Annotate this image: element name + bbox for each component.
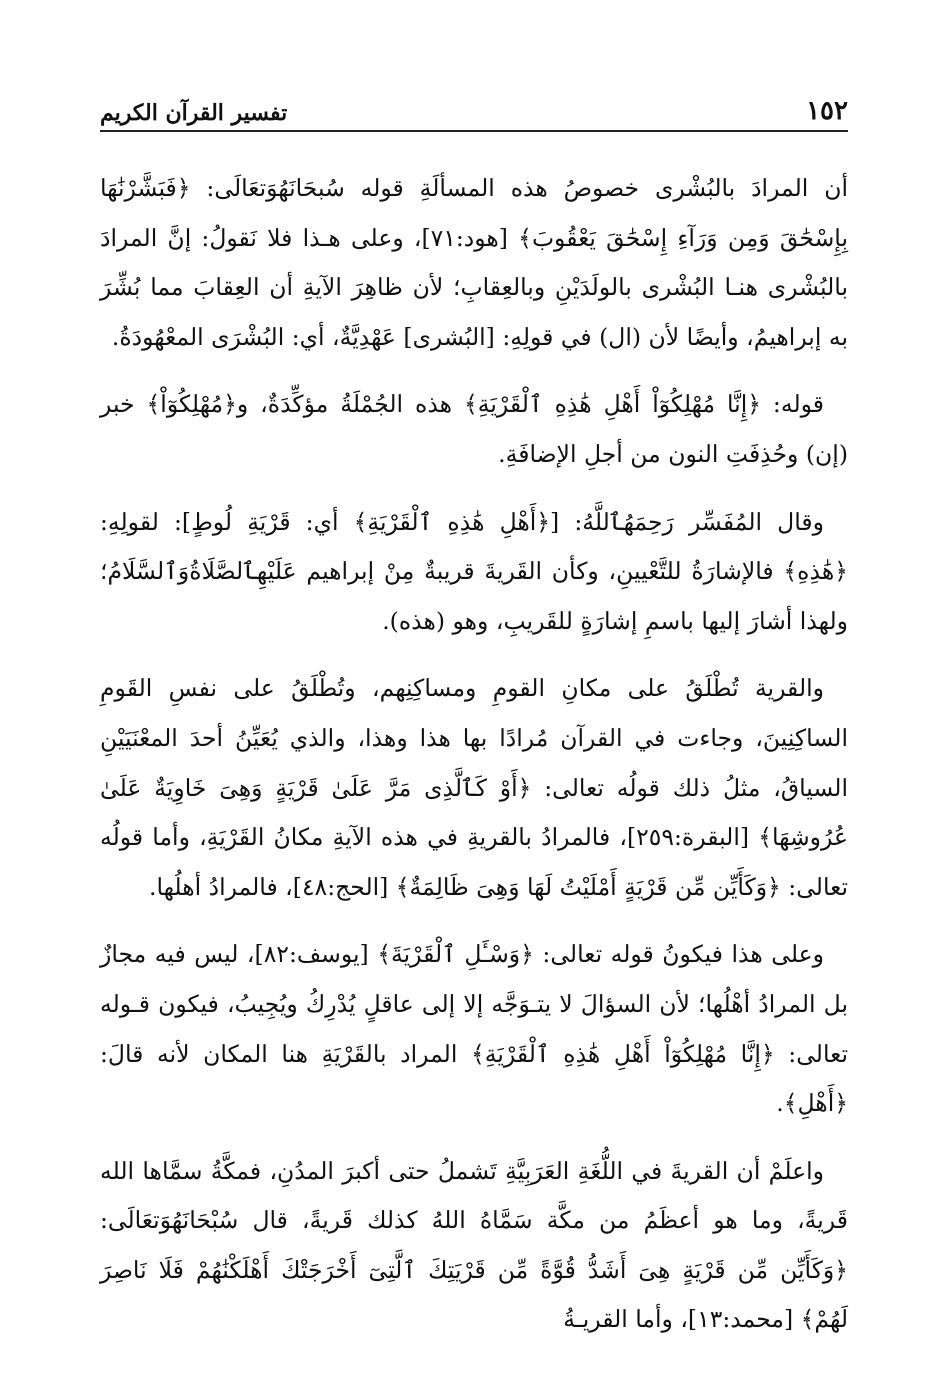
page-header — [100, 92, 848, 132]
paragraph: قوله: ﴿إِنَّا مُهْلِكُوٓاْ أَهْلِ هَٰذِهِ ٱلْقَرْيَةِ﴾ هذه الجُمْلَةُ مؤكِّدَةٌ، و﴿مُهْلِكُوٓاْ﴾ خبر (إن) وحُذِفَتِ النون من أجلِ الإضافَةِ. — [100, 390, 848, 468]
paragraph: والقرية تُطْلَقُ على مكانِ القومِ ومساكِنِهم، وتُطْلَقُ على نفسِ القَومِ الساكِنِينَ، وجاءت في القرآن مُرادًا بها هذا وهذا، والذي يُعَيِّنُ أحدَ المعْنَيَيْنِ السياقُ، مثلُ ذلك قولُه تعالى: ﴿أَوْ كَٱلَّذِى مَرَّ عَلَىٰ قَرْيَةٍ وَهِىَ خَاوِيَةٌ عَلَىٰ عُرُوشِهَا﴾ [البقرة:٢٥٩]، فالمرادُ بالقريةِ في هذه الآيةِ مكانُ القَرْيَةِ، وأما قولُه تعالى: ﴿وَكَأَيِّن مِّن قَرْيَةٍ أَمْلَيْتُ لَهَا وَهِىَ ظَالِمَةٌ﴾ [الحج:٤٨]، فالمرادُ أهلُها. — [100, 674, 848, 901]
page-body — [100, 164, 848, 1363]
running-title: تفسير القرآن الكريم — [100, 100, 288, 126]
paragraph: وعلى هذا فيكونُ قوله تعالى: ﴿وَسْـَٔلِ ٱلْقَرْيَةَ﴾ [يوسف:٨٢]، ليس فيه مجازٌ بل المرادُ أهْلُها؛ لأن السؤالَ لا يتـوَجَّه إلا إلى عاقلٍ يُدْرِكُ ويُجِيبُ، فيكون قـوله تعالى: ﴿إِنَّا مُهْلِكُوٓاْ أَهْلِ هَٰذِهِ ٱلْقَرْيَةِ﴾ المراد بالقَرْيَةِ هنا المكان لأنه قالَ: ﴿أَهْلِ﴾. — [100, 940, 848, 1118]
paragraph: واعلَمْ أن القريةَ في اللُّغَةِ العَرَبِيَّةِ تَشملُ حتى أكبرَ المدُنِ، فمكَّةُ سمَّاها الله قَريةً، وما هو أعظَمُ من مكَّة سَمَّاهُ اللهُ كذلك قَريةً، قال سُبْحَانَهُوَتعَالَى: ﴿وَكَأَيِّن مِّن قَرْيَةٍ هِىَ أَشَدُّ قُوَّةً مِّن قَرْيَتِكَ ٱلَّتِىٓ أَخْرَجَتْكَ أَهْلَكْنَٰهُمْ فَلَا نَاصِرَ لَهُمْ﴾ [محمد:١٣]، وأما القريـةُ — [100, 1156, 848, 1334]
paragraph: أن المرادَ بالبُشْرى خصوصُ هذه المسألَةِ قوله سُبحَانَهُوَتعَالَى: ﴿فَبَشَّرْنَٰهَا بِإِسْحَٰقَ وَمِن وَرَآءِ إِسْحَٰقَ يَعْقُوبَ﴾ [هود:٧١]، وعلى هـذا فلا نَقولُ: إنَّ المرادَ بالبُشْرى هنـا البُشْرى بالولَدَيْنِ وبالعِقابِ؛ لأن ظاهِرَ الآيةِ أن العِقابَ مما بُشِّرَ به إبراهيمُ، وأيضًا لأن (ال) في قولِهِ: [البُشرى] عَهْدِيَّةٌ، أي: البُشْرَى المعْهُودَةُ. — [100, 174, 848, 351]
paragraph: وقال المُفَسِّر رَحِمَهُٱللَّهُ: [﴿أَهْلِ هَٰذِهِ ٱلْقَرْيَةِ﴾ أي: قَرْيَةِ لُوطٍ]: لقولِهِ: ﴿هَٰذِهِ﴾ فالإشارَةُ للتَّعْيينِ، وكأن القَريةَ قريبةٌ مِنْ إبراهيم عَلَيْهِٱلصَّلَاةُوَٱلسَّلَامُ؛ ولهذا أشارَ إليها باسمِ إشارَةٍ للقَريبِ، وهو (هذه). — [100, 507, 848, 635]
page-number: ١٥٢ — [806, 96, 848, 126]
